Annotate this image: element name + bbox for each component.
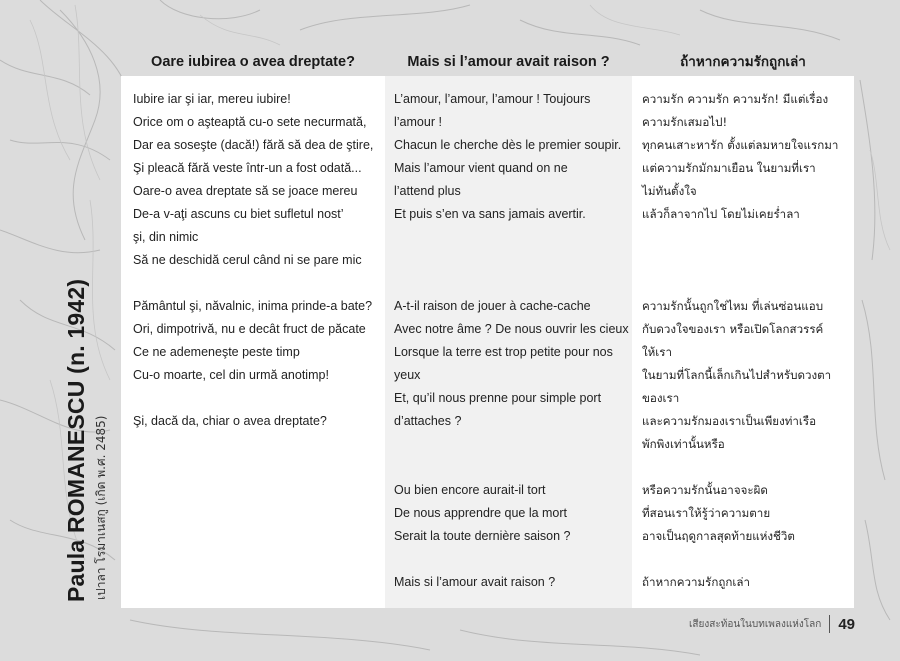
poem-line: Avec notre âme ? De nous ouvrir les cieux [394,322,629,336]
poem-line: Serait la toute dernière saison ? [394,529,571,543]
poem-line: แต่ความรักมักมาเยือน ในยามที่เรา [642,161,816,175]
stanza-gap [394,456,632,479]
poem-line: แล้วก็ลาจากไป โดยไม่เคยร่ำลา [642,207,800,221]
poem-line: Ce ne ademeneşte peste timp [133,345,300,359]
poem-line: ในยามที่โลกนี้เล็กเกินไปสำหรับดวงตา [642,368,832,382]
author-thai-name: เปาลา โรมาเนสกู (เกิด พ.ศ. 2485) [94,415,108,600]
poem-line: yeux [394,368,421,382]
poem-line: Ori, dimpotrivă, nu e decât fruct de păcate [133,322,366,336]
romanian-column [121,76,385,608]
poem-line: กับดวงใจของเรา หรือเปิดโลกสวรรค์ [642,322,824,336]
poem-line: ให้เรา [642,345,673,359]
poem-line: อาจเป็นฤดูกาลสุดท้ายแห่งชีวิต [642,529,795,543]
column-headers [121,48,854,76]
poem-line: ความรักเสมอไป! [642,115,728,129]
poem-line: และความรักมองเราเป็นเพียงท่าเรือ [642,414,817,428]
poem-line: Orice om o aşteaptă cu-o sete necurmată, [133,115,367,129]
poem-line: l’attend plus [394,184,461,198]
french-column [385,76,632,608]
stanza-gap [642,226,854,249]
poem-line: ทุกคนเสาะหารัก ตั้งแต่ลมหายใจแรกมา [642,138,839,152]
header-french: Mais si l’amour avait raison ? [407,54,610,70]
poem-line: ความรักนั้นถูกใช่ไหม ที่เล่นซ่อนแอบ [642,299,824,313]
poem-line: ไม่ทันตั้งใจ [642,184,697,198]
poem-line: Să ne deschidă cerul când ni se pare mic [133,253,362,267]
poem-line: ของเรา [642,391,680,405]
poem-line: Ou bien encore aurait-il tort [394,483,546,497]
poem-line: l’amour ! [394,115,442,129]
stanza-gap [394,433,632,456]
author-name: Paula ROMANESCU (n. 1942) [63,278,89,602]
header-romanian: Oare iubirea o avea dreptate? [151,54,355,70]
poem-line: Lorsque la terre est trop petite pour nos [394,345,613,359]
author-block [60,279,110,602]
poem-line: ความรัก ความรัก ความรัก! มีแต่เรื่อง [642,92,829,106]
footer-divider [829,615,830,633]
poem-line: Şi, dacă da, chiar o avea dreptate? [133,414,327,428]
stanza-gap [133,272,385,295]
poem-line: Chacun le cherche dès le premier soupir. [394,138,622,152]
poem-line: Et puis s’en va sans jamais avertir. [394,207,586,221]
page-number: 49 [838,615,855,633]
stanza-gap [642,548,854,571]
stanza-gap [642,456,854,479]
book-title: เสียงสะท้อนในบทเพลงแห่งโลก [688,618,822,630]
poem-line: Mais l’amour vient quand on ne [394,161,568,175]
poem-line: De-a v-aţi ascuns cu biet sufletul nost’ [133,207,344,221]
stanza-gap [394,272,632,295]
poem-line: d’attaches ? [394,414,462,428]
poem-line: De nous apprendre que la mort [394,506,568,520]
poem-line: Dar ea soseşte (dacă!) fără să dea de ştire, [133,138,374,152]
stanza-gap [133,387,385,410]
stanza-gap [394,249,632,272]
poem-line: พักพิงเท่านั้นหรือ [642,437,725,451]
poem-line: Pământul şi, năvalnic, inima prinde-a bate? [133,299,373,313]
header-thai: ถ้าหากความรักถูกเล่า [680,54,806,70]
poem-line: Mais si l’amour avait raison ? [394,575,556,589]
poem-line: Şi pleacă fără veste într-un a fost odată... [133,161,362,175]
poem-line: Cu-o moarte, cel din urmă anotimp! [133,368,329,382]
poem-line: L’amour, l’amour, l’amour ! Toujours [394,92,591,106]
poem-line: ถ้าหากความรักถูกเล่า [642,575,750,589]
poem-line: ที่สอนเราให้รู้ว่าความตาย [642,506,771,520]
poem-line: หรือความรักนั้นอาจจะผิด [642,483,768,497]
poem-line: A-t-il raison de jouer à cache-cache [394,299,591,313]
poem-line: şi, din nimic [133,230,199,244]
stanza-gap [642,249,854,272]
thai-column [632,76,854,608]
page-footer [689,612,855,636]
stanza-gap [642,272,854,295]
stanza-gap [394,548,632,571]
poem-line: Iubire iar şi iar, mereu iubire! [133,92,291,106]
poem-line: Et, qu’il nous prenne pour simple port [394,391,602,405]
stanza-gap [394,226,632,249]
poem-line: Oare-o avea dreptate să se joace mereu [133,184,358,198]
